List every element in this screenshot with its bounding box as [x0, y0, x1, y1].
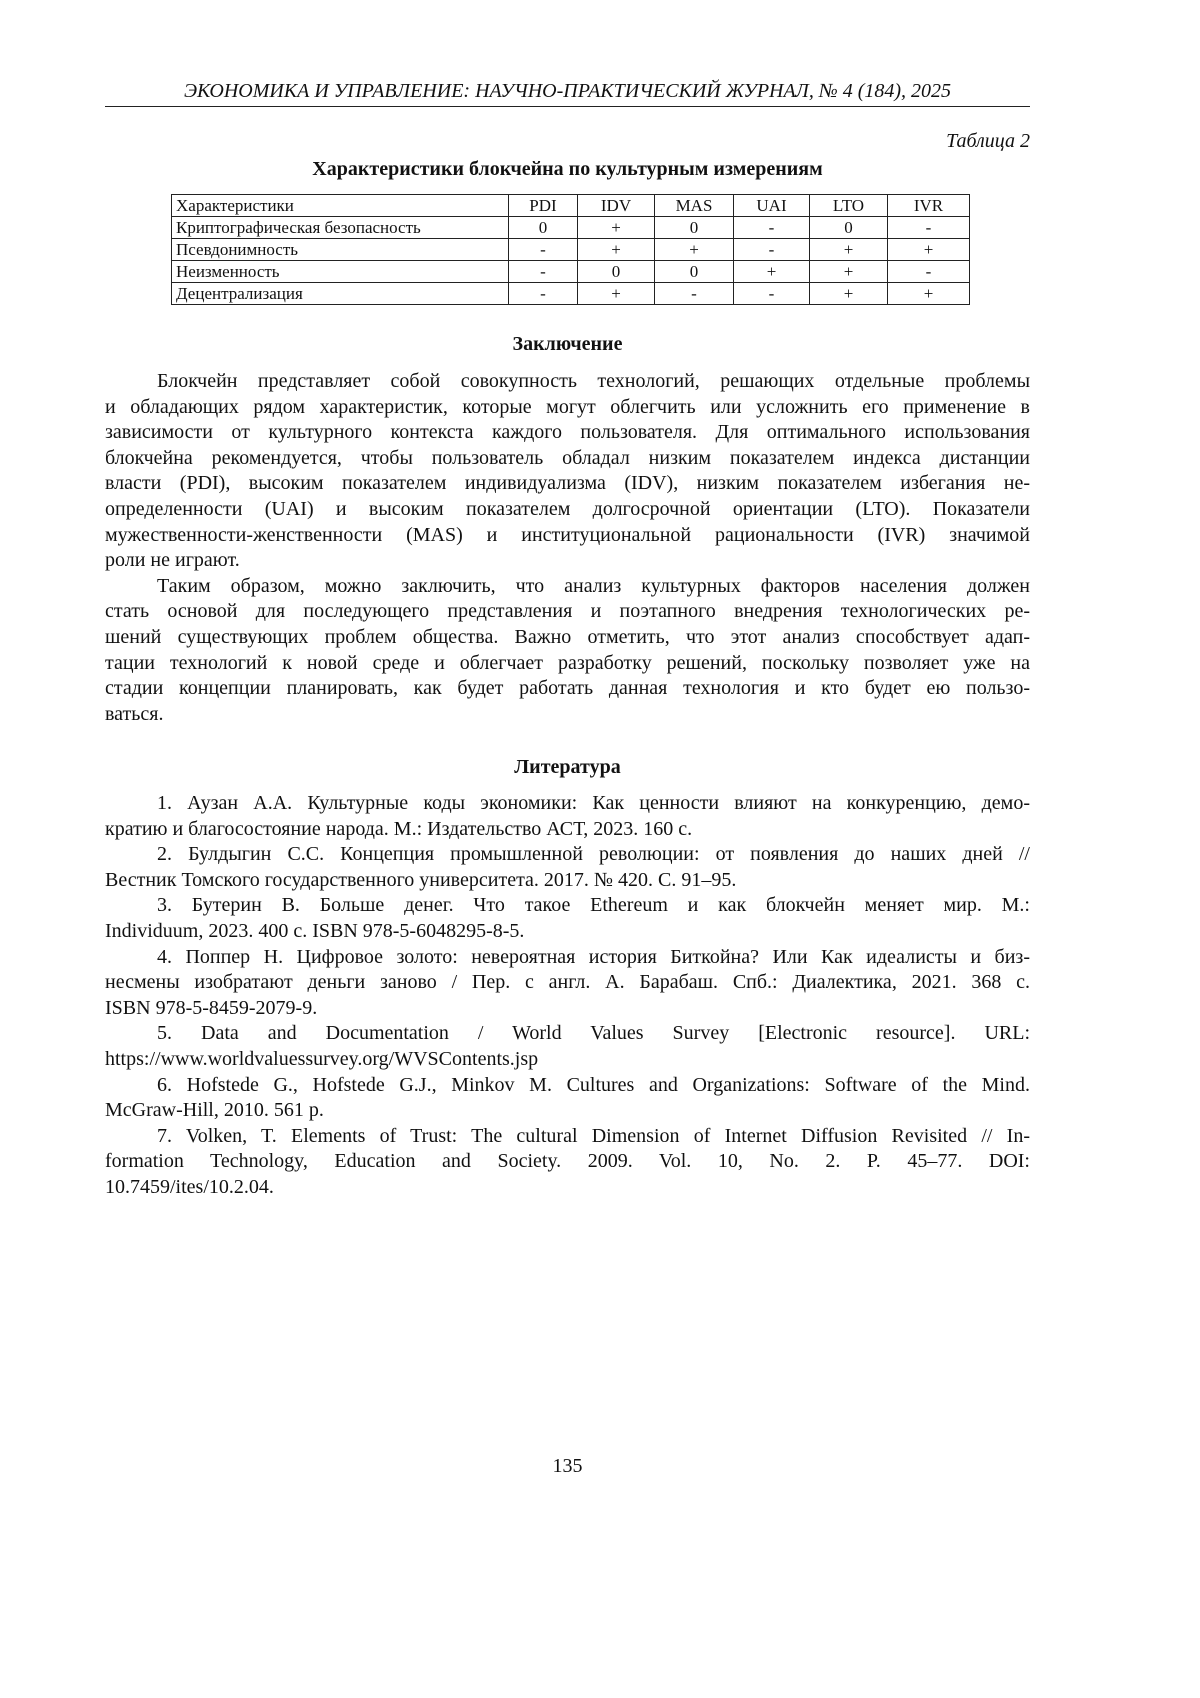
table-cell: - [509, 283, 578, 305]
text-line: власти (PDI), высоким показателем индивидуализма (IDV), низким показателем избегания не- [105, 471, 1030, 497]
table-row [172, 217, 970, 239]
text-line: https://www.worldvaluessurvey.org/WVSContents.jsp [105, 1047, 1030, 1073]
text-line: зависимости от культурного контекста каждого пользователя. Для оптимального использования [105, 420, 1030, 446]
text-line: и обладающих рядом характеристик, которые могут облегчить или усложнить его применение в [105, 395, 1030, 421]
column-header: PDI [509, 195, 578, 217]
text-line: Вестник Томского государственного университета. 2017. № 420. С. 91–95. [105, 868, 1030, 894]
characteristics-table [171, 194, 970, 305]
text-line: ваться. [105, 702, 1030, 728]
text-line: тации технологий к новой среде и облегчает разработку решений, поскольку позволяет уже на [105, 651, 1030, 677]
text-line: 6. Hofstede G., Hofstede G.J., Minkov M. Cultures and Organizations: Software of the Mind. [105, 1073, 1030, 1099]
text-line: мужественности-женственности (MAS) и институциональной рациональности (IVR) значимой [105, 523, 1030, 549]
table-cell: + [734, 261, 810, 283]
conclusion-heading: Заключение [105, 333, 1030, 356]
text-line: несмены изобратают деньги заново / Пер. с англ. А. Барабаш. Спб.: Диалектика, 2021. 368 с. [105, 970, 1030, 996]
text-line: 2. Булдыгин С.С. Концепция промышленной революции: от появления до наших дней // [105, 842, 1030, 868]
table-cell: + [578, 217, 655, 239]
conclusion-text [105, 369, 1030, 727]
table-cell: + [578, 283, 655, 305]
text-line: стадии концепции планировать, как будет работать данная технология и кто будет ею пользо- [105, 676, 1030, 702]
text-line: 4. Поппер Н. Цифровое золото: невероятная история Биткойна? Или Как идеалисты и биз- [105, 945, 1030, 971]
references-heading: Литература [105, 756, 1030, 779]
column-header: Характеристики [172, 195, 509, 217]
text-line: 10.7459/ites/10.2.04. [105, 1175, 1030, 1201]
table-cell: - [888, 217, 970, 239]
text-line: стать основой для последующего представления и поэтапного внедрения технологических ре- [105, 599, 1030, 625]
text-line: 5. Data and Documentation / World Values Survey [Electronic resource]. URL: [105, 1021, 1030, 1047]
row-label: Децентрализация [172, 283, 509, 305]
table-title: Характеристики блокчейна по культурным измерениям [105, 158, 1030, 181]
table-cell: 0 [655, 261, 734, 283]
text-line: роли не играют. [105, 548, 1030, 574]
table-cell: 0 [810, 217, 888, 239]
row-label: Криптографическая безопасность [172, 217, 509, 239]
text-line: Таким образом, можно заключить, что анализ культурных факторов населения должен [105, 574, 1030, 600]
header-rule [105, 106, 1030, 107]
table-cell: + [888, 239, 970, 261]
column-header: IVR [888, 195, 970, 217]
table-cell: - [734, 239, 810, 261]
text-line: 1. Аузан А.А. Культурные коды экономики: Как ценности влияют на конкуренцию, демо- [105, 791, 1030, 817]
table-cell: - [734, 283, 810, 305]
page-number: 135 [105, 1455, 1030, 1478]
table-cell: 0 [509, 217, 578, 239]
table-cell: + [810, 239, 888, 261]
column-header: LTO [810, 195, 888, 217]
row-label: Неизменность [172, 261, 509, 283]
text-line: шений существующих проблем общества. Важно отметить, что этот анализ способствует адап- [105, 625, 1030, 651]
references-list [105, 791, 1030, 1201]
table-header-row [172, 195, 970, 217]
table-row [172, 239, 970, 261]
table-cell: + [810, 261, 888, 283]
text-line: блокчейна рекомендуется, чтобы пользователь обладал низким показателем индекса дистанции [105, 446, 1030, 472]
text-line: McGraw-Hill, 2010. 561 p. [105, 1098, 1030, 1124]
text-line: 7. Volken, T. Elements of Trust: The cultural Dimension of Internet Diffusion Revisited // In- [105, 1124, 1030, 1150]
column-header: UAI [734, 195, 810, 217]
table-cell: 0 [578, 261, 655, 283]
journal-header: ЭКОНОМИКА И УПРАВЛЕНИЕ: НАУЧНО-ПРАКТИЧЕСКИЙ ЖУРНАЛ, № 4 (184), 2025 [105, 80, 1030, 103]
text-line: ISBN 978-5-8459-2079-9. [105, 996, 1030, 1022]
table-cell: + [655, 239, 734, 261]
table-cell: - [888, 261, 970, 283]
table-cell: - [509, 239, 578, 261]
table-cell: + [578, 239, 655, 261]
text-line: Individuum, 2023. 400 с. ISBN 978-5-6048295-8-5. [105, 919, 1030, 945]
table-cell: 0 [655, 217, 734, 239]
text-line: 3. Бутерин В. Больше денег. Что такое Ethereum и как блокчейн меняет мир. М.: [105, 893, 1030, 919]
table-cell: + [810, 283, 888, 305]
table-row [172, 283, 970, 305]
table-label: Таблица 2 [946, 130, 1030, 153]
text-line: определенности (UAI) и высоким показателем долгосрочной ориентации (LTO). Показатели [105, 497, 1030, 523]
table-row [172, 261, 970, 283]
table-cell: - [509, 261, 578, 283]
column-header: MAS [655, 195, 734, 217]
table-cell: + [888, 283, 970, 305]
text-line: кратию и благосостояние народа. М.: Издательство АСТ, 2023. 160 с. [105, 817, 1030, 843]
table-cell: - [734, 217, 810, 239]
text-line: formation Technology, Education and Society. 2009. Vol. 10, No. 2. P. 45–77. DOI: [105, 1149, 1030, 1175]
text-line: Блокчейн представляет собой совокупность технологий, решающих отдельные проблемы [105, 369, 1030, 395]
table-cell: - [655, 283, 734, 305]
row-label: Псевдонимность [172, 239, 509, 261]
column-header: IDV [578, 195, 655, 217]
